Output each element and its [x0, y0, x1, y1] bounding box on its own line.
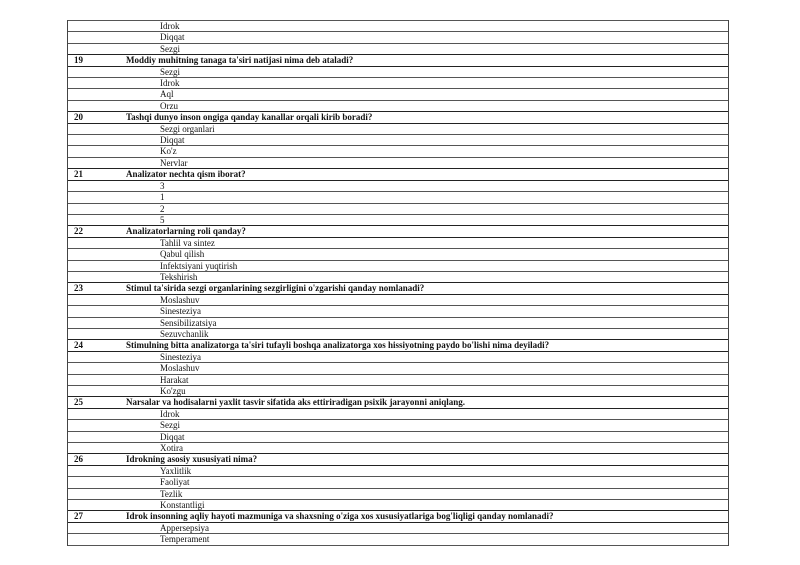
empty-number-cell [68, 386, 126, 397]
empty-number-cell [68, 260, 126, 271]
answer-option: Moslashuv [126, 363, 728, 374]
answer-option-row [68, 488, 728, 499]
answer-option: Xotira [126, 443, 728, 454]
question-text: Idrokning asosiy xususiyati nima? [126, 454, 728, 465]
empty-number-cell [68, 374, 126, 385]
empty-number-cell [68, 431, 126, 442]
answer-option-row [68, 500, 728, 511]
answer-option: Sinesteziya [126, 306, 728, 317]
answer-option: Sensibilizatsiya [126, 317, 728, 328]
empty-number-cell [68, 363, 126, 374]
answer-option-row [68, 203, 728, 214]
answer-option-row [68, 260, 728, 271]
question-number: 26 [68, 454, 126, 465]
answer-option-row [68, 534, 728, 545]
answer-option-row [68, 192, 728, 203]
empty-number-cell [68, 146, 126, 157]
empty-number-cell [68, 477, 126, 488]
answer-option-row [68, 294, 728, 305]
answer-option-row [68, 32, 728, 43]
empty-number-cell [68, 408, 126, 419]
answer-option: Sezuvchanlik [126, 328, 728, 339]
empty-number-cell [68, 135, 126, 146]
question-number: 19 [68, 55, 126, 66]
answer-option-row [68, 89, 728, 100]
question-text: Analizator nechta qism iborat? [126, 169, 728, 180]
empty-number-cell [68, 465, 126, 476]
empty-number-cell [68, 522, 126, 533]
empty-number-cell [68, 32, 126, 43]
empty-number-cell [68, 180, 126, 191]
answer-option: Infektsiyani yuqtirish [126, 260, 728, 271]
answer-option: Sezgi [126, 66, 728, 77]
answer-option: Konstantligi [126, 500, 728, 511]
empty-number-cell [68, 192, 126, 203]
answer-option: Aql [126, 89, 728, 100]
empty-number-cell [68, 123, 126, 134]
empty-number-cell [68, 534, 126, 545]
answer-option-row [68, 363, 728, 374]
answer-option-row [68, 100, 728, 111]
answer-option: Nervlar [126, 157, 728, 168]
empty-number-cell [68, 317, 126, 328]
question-row [68, 55, 728, 66]
answer-option: Idrok [126, 78, 728, 89]
answer-option-row [68, 351, 728, 362]
question-number: 22 [68, 226, 126, 237]
answer-option: 3 [126, 180, 728, 191]
empty-number-cell [68, 100, 126, 111]
empty-number-cell [68, 214, 126, 225]
empty-number-cell [68, 500, 126, 511]
answer-option-row [68, 78, 728, 89]
answer-option-row [68, 21, 728, 32]
empty-number-cell [68, 89, 126, 100]
answer-option: Yaxlitlik [126, 465, 728, 476]
question-text: Tashqi dunyo inson ongiga qanday kanallar orqali kirib boradi? [126, 112, 728, 123]
answer-option-row [68, 237, 728, 248]
answer-option-row [68, 123, 728, 134]
empty-number-cell [68, 157, 126, 168]
question-number: 27 [68, 511, 126, 522]
answer-option-row [68, 465, 728, 476]
answer-option: Orzu [126, 100, 728, 111]
answer-option-row [68, 180, 728, 191]
question-row [68, 283, 728, 294]
answer-option: Harakat [126, 374, 728, 385]
empty-number-cell [68, 249, 126, 260]
answer-option: Diqqat [126, 431, 728, 442]
answer-option: Tekshirish [126, 271, 728, 282]
question-row [68, 112, 728, 123]
answer-option-row [68, 146, 728, 157]
answer-option: Tezlik [126, 488, 728, 499]
question-sheet [67, 20, 729, 546]
question-row [68, 169, 728, 180]
answer-option: Sezgi [126, 420, 728, 431]
answer-option-row [68, 249, 728, 260]
answer-option-row [68, 443, 728, 454]
empty-number-cell [68, 488, 126, 499]
answer-option-row [68, 431, 728, 442]
question-text: Stimul ta'sirida sezgi organlarining sezgirligini o'zgarishi qanday nomlanadi? [126, 283, 728, 294]
question-row [68, 226, 728, 237]
answer-option-row [68, 386, 728, 397]
answer-option: Moslashuv [126, 294, 728, 305]
empty-number-cell [68, 420, 126, 431]
answer-option-row [68, 214, 728, 225]
answer-option: Ko'z [126, 146, 728, 157]
question-text: Analizatorlarning roli qanday? [126, 226, 728, 237]
question-table [68, 20, 728, 546]
answer-option: Sinesteziya [126, 351, 728, 362]
question-number: 24 [68, 340, 126, 351]
question-number: 21 [68, 169, 126, 180]
empty-number-cell [68, 351, 126, 362]
empty-number-cell [68, 21, 126, 32]
answer-option-row [68, 328, 728, 339]
answer-option: Ko'zgu [126, 386, 728, 397]
empty-number-cell [68, 294, 126, 305]
answer-option-row [68, 408, 728, 419]
answer-option: 5 [126, 214, 728, 225]
empty-number-cell [68, 78, 126, 89]
answer-option-row [68, 135, 728, 146]
answer-option: Appersepsiya [126, 522, 728, 533]
question-row [68, 397, 728, 408]
question-row [68, 511, 728, 522]
question-text: Narsalar va hodisalarni yaxlit tasvir sifatida aks ettiriradigan psixik jarayonni aniqlang. [126, 397, 728, 408]
empty-number-cell [68, 328, 126, 339]
question-number: 25 [68, 397, 126, 408]
answer-option: Qabul qilish [126, 249, 728, 260]
question-row [68, 340, 728, 351]
question-number: 23 [68, 283, 126, 294]
empty-number-cell [68, 66, 126, 77]
empty-number-cell [68, 306, 126, 317]
answer-option-row [68, 306, 728, 317]
answer-option-row [68, 522, 728, 533]
answer-option: Faoliyat [126, 477, 728, 488]
answer-option: Diqqat [126, 135, 728, 146]
answer-option: 2 [126, 203, 728, 214]
answer-option: 1 [126, 192, 728, 203]
answer-option-row [68, 66, 728, 77]
answer-option: Diqqat [126, 32, 728, 43]
question-text: Idrok insonning aqliy hayoti mazmuniga va shaxsning o'ziga xos xususiyatlariga bog'liqligi qanday nomlanadi? [126, 511, 728, 522]
empty-number-cell [68, 443, 126, 454]
question-text: Stimulning bitta analizatorga ta'siri tufayli boshqa analizatorga xos hissiyotning paydo bo'lishi nima deyiladi? [126, 340, 728, 351]
answer-option-row [68, 271, 728, 282]
empty-number-cell [68, 43, 126, 54]
answer-option-row [68, 374, 728, 385]
answer-option-row [68, 420, 728, 431]
answer-option-row [68, 477, 728, 488]
answer-option: Sezgi [126, 43, 728, 54]
answer-option-row [68, 157, 728, 168]
empty-number-cell [68, 237, 126, 248]
answer-option: Idrok [126, 21, 728, 32]
empty-number-cell [68, 271, 126, 282]
answer-option: Sezgi organlari [126, 123, 728, 134]
answer-option-row [68, 317, 728, 328]
answer-option: Tahlil va sintez [126, 237, 728, 248]
question-text: Moddiy muhitning tanaga ta'siri natijasi nima deb ataladi? [126, 55, 728, 66]
answer-option: Temperament [126, 534, 728, 545]
answer-option: Idrok [126, 408, 728, 419]
answer-option-row [68, 43, 728, 54]
empty-number-cell [68, 203, 126, 214]
question-number: 20 [68, 112, 126, 123]
question-row [68, 454, 728, 465]
